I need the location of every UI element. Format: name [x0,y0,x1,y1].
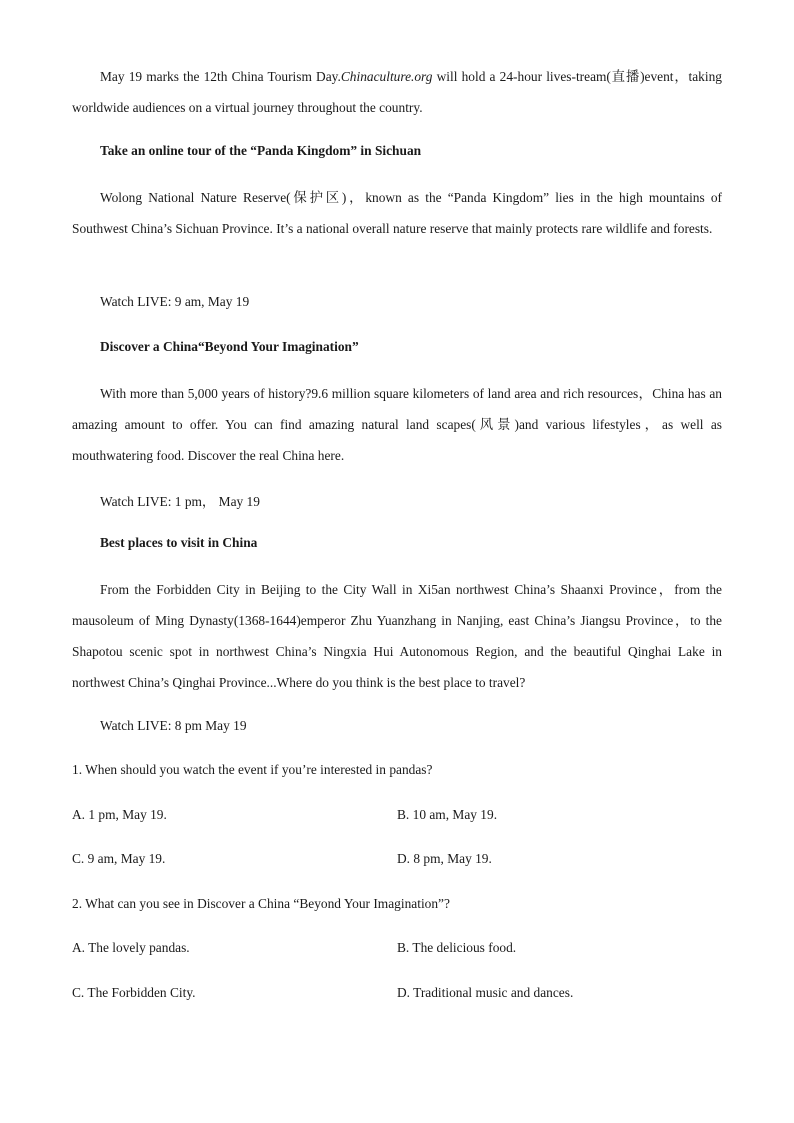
question-1-option-b: B. 10 am, May 19. [397,807,498,822]
watch-live-imagination: Watch LIVE: 1 pm， May 19 [100,494,260,509]
question-2-option-a: A. The lovely pandas. [72,940,190,955]
section-heading-places: Best places to visit in China [100,535,258,550]
intro-text-after: will hold a 24-hour lives-tream(直播)event，taking worldwide audiences on a virtual journey throughout the country. [72,69,722,115]
question-2-stem: 2. What can you see in Discover a China “Beyond Your Imagination”? [72,896,450,911]
question-2-option-c: C. The Forbidden City. [72,985,196,1000]
watch-live-places: Watch LIVE: 8 pm May 19 [100,718,247,733]
question-1-option-d: D. 8 pm, May 19. [397,851,492,866]
section-body-places: From the Forbidden City in Beijing to the City Wall in Xi5an northwest China’s Shaanxi Province，from the mausoleum of Ming Dynasty(1368-1644)emperor Zhu Yuanzhang in Nanjing, east China’s Jiangsu Province，to the Shapotou scenic spot in northwest China’s Ningxia Hui Autonomous Region, and the beautiful Qinghai Lake in northwest China’s Qinghai Province...Where do you think is the best place to travel? [72,582,722,690]
question-2-option-b: B. The delicious food. [397,940,517,955]
section-heading-panda: Take an online tour of the “Panda Kingdom” in Sichuan [100,143,422,158]
question-1-stem: 1. When should you watch the event if you’re interested in pandas? [72,762,433,777]
watch-live-panda: Watch LIVE: 9 am, May 19 [100,294,250,309]
section-body-panda: Wolong National Nature Reserve(保护区)，known as the “Panda Kingdom” lies in the high mountains of Southwest China’s Sichuan Province. It’s a national overall nature reserve that mainly protects rare wildlife and forests. [72,190,722,236]
intro-paragraph [72,61,722,123]
intro-text-before: May 19 marks the 12th China Tourism Day. [100,69,341,84]
section-body-imagination: With more than 5,000 years of history?9.6 million square kilometers of land area and rich resources，China has an amazing amount to offer. You can find amazing natural land scapes(风景)and various lifestyles，as well as mouthwatering food. Discover the real China here. [72,386,722,463]
question-1-option-a: A. 1 pm, May 19. [72,807,167,822]
site-name: Chinaculture.org [340,69,433,84]
question-1-option-c: C. 9 am, May 19. [72,851,166,866]
section-heading-imagination: Discover a China“Beyond Your Imagination” [100,339,359,354]
question-2-option-d: D. Traditional music and dances. [397,985,574,1000]
